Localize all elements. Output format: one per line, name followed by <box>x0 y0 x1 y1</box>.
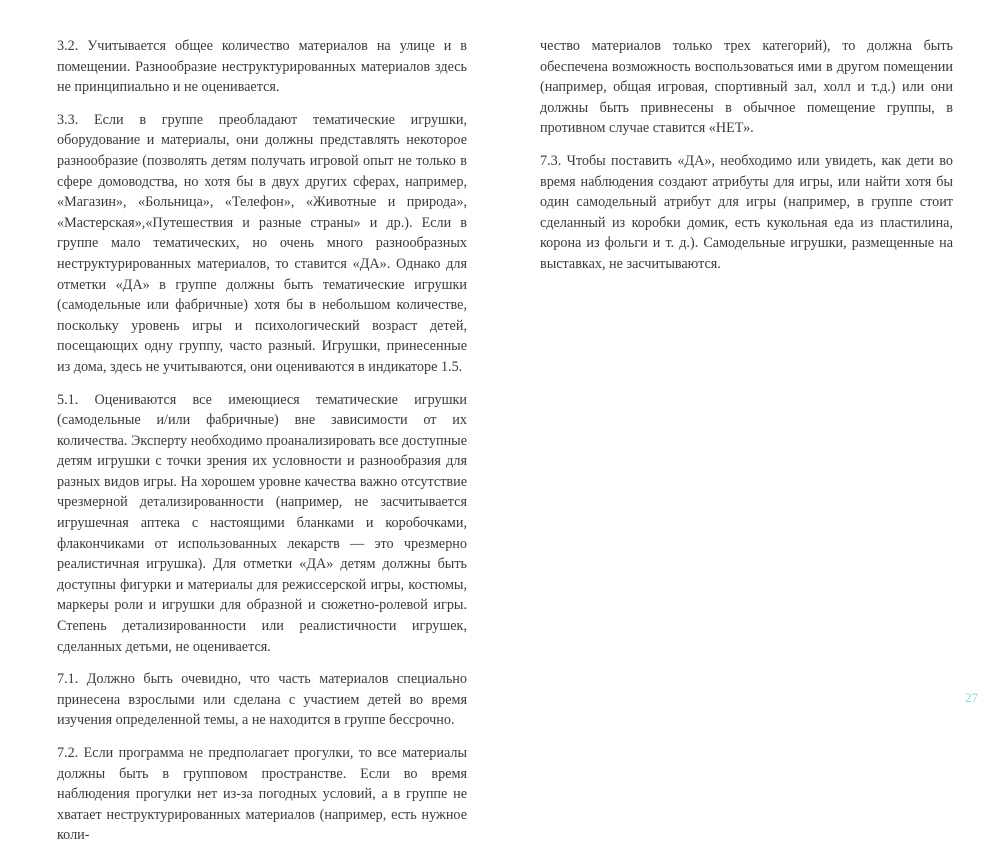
paragraph-7-3: 7.3. Чтобы поставить «ДА», необходимо или увидеть, как дети во время наблюдения создают атрибуты для игры, или найти хотя бы один самодельный атрибут для игры (например, в группе стоит сделанный из коробки домик, есть кукольная еда из пластилина, корона из фольги и т. д.). Самодельные игрушки, размещенные на выставках, не засчитываются. <box>540 152 953 272</box>
paragraph-3-3: 3.3. Если в группе преобладают тематические игрушки, оборудование и материалы, они должны представлять некоторое разнообразие (позволять детям получать игровой опыт не только в сфере домоводства, но хотя бы в двух других сферах, например, «Магазин», «Больница», «Телефон», «Животные и природа», «Мастерская»,«Путешествия и разные страны» и др.). Если в группе мало тематических, но очень много разнообразных неструктурированных материалов, то ставится «ДА». Однако для отметки «ДА» в группе должны быть тематические игрушки (самодельные или фабричные) хотя бы в небольшом количестве, поскольку уровень игры и психологический возраст детей, посещающих одну группу, часто разный. Игрушки, принесенные из дома, здесь не учитываются, они оцениваются в индикаторе 1.5. <box>57 111 467 375</box>
paragraph-5-1: 5.1. Оцениваются все имеющиеся тематические игрушки (самодельные и/или фабричные) вне зависимости от их количества. Эксперту необходимо проанализировать все доступные детям игрушки с точки зрения их условности и разнообразия для разных видов игры. На хорошем уровне качества важно отсутствие чрезмерной детализированности (например, не засчитывается игрушечная аптека с настоящими бланками и коробочками, флакончиками от использованных лекарств — это чрезмерно реалистичная игрушка). Для отметки «ДА» детям должны быть доступны фигурки и материалы для режиссерской игры, костюмы, маркеры роли и игрушки для образной и сюжетно-ролевой игры. Степень детализированности или реалистичности игрушек, сделанных детьми, не оценивается. <box>57 391 467 655</box>
right-column <box>540 36 953 287</box>
left-column <box>57 36 467 858</box>
paragraph-7-1: 7.1. Должно быть очевидно, что часть материалов специально принесена взрослыми или сделана с участием детей во время изучения определенной темы, а не находится в группе бессрочно. <box>57 671 467 729</box>
paragraph-7-2-continued: чество материалов только трех категорий), то должна быть обеспечена возможность воспользоваться ими в другом помещении (например, общая игровая, спортивный зал, холл и т.д.) или они должны быть привнесены в обычное помещение группы, в противном случае ставится «НЕТ». <box>540 38 953 137</box>
paragraph-3-2: 3.2. Учитывается общее количество материалов на улице и в помещении. Разнообразие неструктурированных материалов здесь не принципиально и не оценивается. <box>57 38 467 96</box>
paragraph-7-2: 7.2. Если программа не предполагает прогулки, то все материалы должны быть в групповом пространстве. Если во время наблюдения прогулки нет из-за погодных условий, а в группе не хватает неструктурированных материалов (например, есть нужное коли- <box>57 745 467 844</box>
page-number: 27 <box>965 690 978 705</box>
